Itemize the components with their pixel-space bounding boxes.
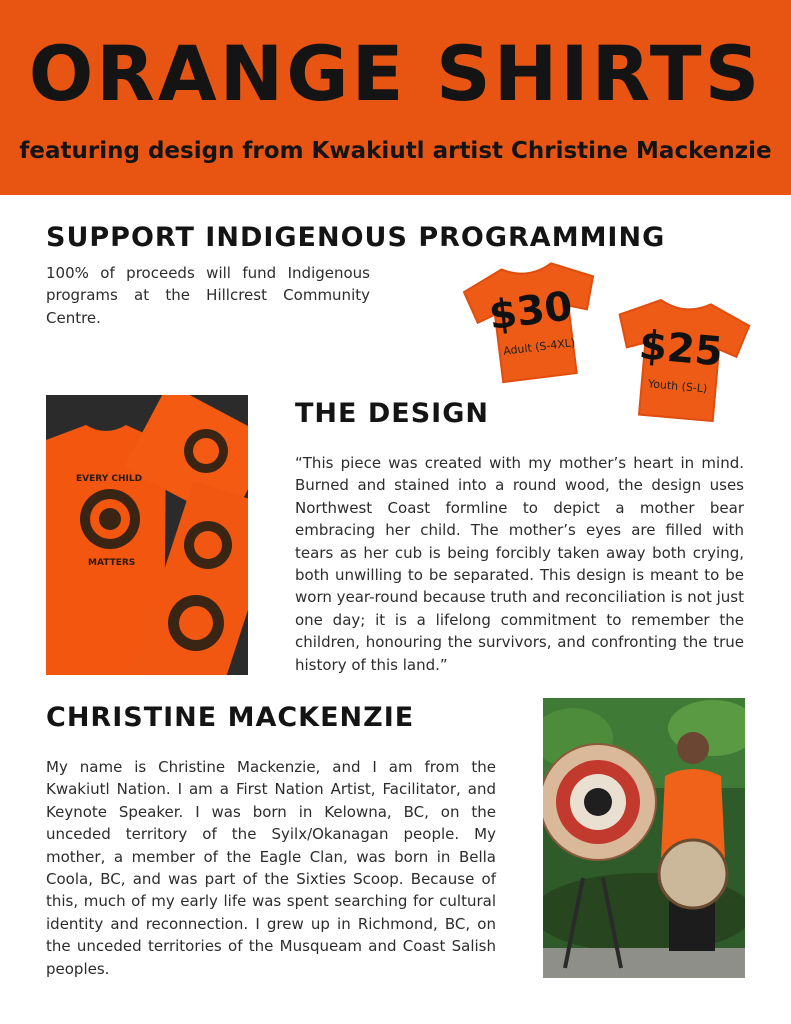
shirts-photo (46, 395, 248, 675)
page-subtitle: featuring design from Kwakiutl artist Christine Mackenzie (19, 138, 772, 164)
youth-price: $25 (637, 322, 725, 376)
support-text: 100% of proceeds will fund Indigenous programs at the Hillcrest Community Centre. (46, 264, 370, 327)
shirt-print-every-child: EVERY CHILD (76, 474, 143, 484)
adult-shirt-graphic (458, 254, 608, 388)
page-title: ORANGE SHIRTS (28, 29, 763, 118)
adult-size-label: Adult (S-4XL) (502, 336, 576, 358)
youth-size-label: Youth (S-L) (647, 377, 708, 396)
youth-shirt-graphic (606, 290, 756, 428)
shirt-print-matters: MATTERS (88, 558, 136, 568)
support-heading: SUPPORT INDIGENOUS PROGRAMMING (46, 222, 666, 253)
design-quote: “This piece was created with my mother’s heart in mind. Burned and stained into a round wood, the design uses Northwest Coast formline to depict a mother bear embracing her child. The mother’s eyes are filled with tears as her cub is being forcibly taken away both crying, both unwilling to be separated. This design is meant to be worn year-round because truth and reconciliation is not just one day; it is a lifelong commitment to remember the children, honouring the survivors, and confronting the true history of this land.” (295, 454, 744, 674)
artist-photo (543, 698, 745, 978)
header-banner (0, 0, 791, 195)
artist-bio: My name is Christine Mackenzie, and I am from the Kwakiutl Nation. I am a First Nation Artist, Facilitator, and Keynote Speaker. I was born in Kelowna, BC, on the unceded territory of the Syilx/Okanagan people. My mother, a member of the Eagle Clan, was born in Bella Coola, BC, and was part of the Sixties Scoop. Because of this, much of my early life was spent searching for cultural identity and reconnection. I grew up in Richmond, BC, on the unceded territories of the Musqueam and Coast Salish peoples. (46, 758, 496, 978)
adult-price: $30 (486, 283, 576, 340)
artist-heading: CHRISTINE MACKENZIE (46, 702, 415, 733)
design-heading: THE DESIGN (295, 398, 489, 429)
